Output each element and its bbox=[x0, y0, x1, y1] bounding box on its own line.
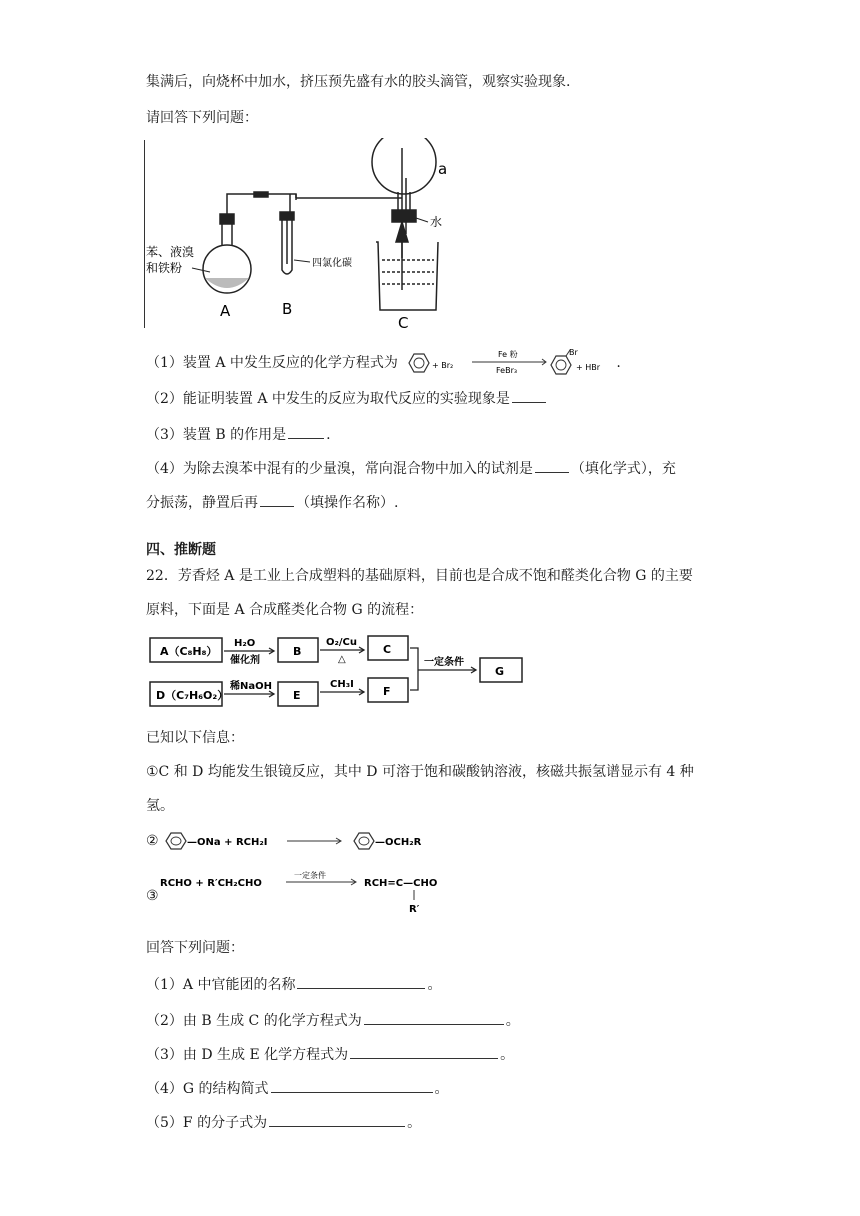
q22-a4-text: （4）G 的结构简式 bbox=[146, 1081, 269, 1097]
q22-a1-text: （1）A 中官能团的名称 bbox=[146, 977, 296, 993]
answer-blank[interactable] bbox=[269, 1112, 405, 1127]
intro-line-1: 集满后，向烧杯中加水，挤压预先盛有水的胶头滴管，观察实验现象. bbox=[146, 74, 571, 90]
q22-a4 bbox=[146, 1078, 449, 1099]
answer-blank[interactable] bbox=[535, 458, 569, 473]
label-C: C bbox=[398, 314, 409, 332]
diagram-frame-line bbox=[144, 140, 145, 328]
q21-3 bbox=[146, 424, 331, 445]
info3-num: ③ bbox=[146, 888, 159, 904]
answer-blank[interactable] bbox=[297, 974, 425, 989]
label-B: B bbox=[282, 300, 293, 318]
q21-4-text-b: （填化学式），充 bbox=[570, 461, 676, 477]
flow-arrow1-bottom: 催化剂 bbox=[230, 655, 260, 666]
info2-reaction bbox=[163, 830, 453, 852]
q21-1 bbox=[146, 348, 621, 378]
q21-1-text: （1）装置 A 中发生反应的化学方程式为 bbox=[146, 355, 398, 371]
eq-hbr: + HBr bbox=[576, 363, 601, 372]
end-mark: 。 bbox=[427, 977, 442, 993]
flow-merge-label: 一定条件 bbox=[424, 657, 464, 668]
answer-blank[interactable] bbox=[364, 1010, 504, 1025]
benzene-ring-right bbox=[551, 356, 571, 374]
flow-arrow3: 稀NaOH bbox=[230, 681, 272, 692]
flow-box-F: F bbox=[383, 685, 391, 698]
q21-1-end: . bbox=[616, 355, 621, 371]
known-info-heading: 已知以下信息： bbox=[146, 730, 244, 746]
q22-stem-2: 原料，下面是 A 合成醛类化合物 G 的流程： bbox=[146, 602, 424, 618]
eq-br2: + Br₂ bbox=[432, 361, 454, 370]
reagent-label-2: 和铁粉 bbox=[146, 261, 183, 275]
flow-arrow2-bottom: △ bbox=[338, 654, 346, 665]
info3-cond: 一定条件 bbox=[294, 871, 326, 880]
info3-right: RCH=C—CHO bbox=[364, 878, 438, 889]
info2-line bbox=[146, 830, 453, 852]
q22-a2 bbox=[146, 1010, 520, 1031]
info3-left: RCHO + R′CH₂CHO bbox=[160, 878, 262, 889]
answer-prompt: 回答下列问题： bbox=[146, 940, 244, 956]
end-mark: 。 bbox=[500, 1047, 515, 1063]
q22-a3 bbox=[146, 1044, 514, 1065]
q21-4b bbox=[146, 492, 398, 513]
flow-arrow4: CH₃I bbox=[330, 679, 354, 690]
eq-cond-bottom: FeBr₃ bbox=[496, 366, 518, 375]
flow-arrow2-top: O₂/Cu bbox=[326, 637, 357, 648]
info2-num: ② bbox=[146, 833, 159, 849]
benzene-ring-left bbox=[409, 354, 429, 372]
apparatus-diagram bbox=[146, 138, 466, 332]
q22-a1 bbox=[146, 974, 441, 995]
flow-box-E: E bbox=[293, 689, 301, 702]
eq-cond-top: Fe 粉 bbox=[498, 350, 519, 359]
info2-right: —OCH₂R bbox=[375, 837, 422, 848]
q22-stem-1: 22．芳香烃 A 是工业上合成塑料的基础原料，目前也是合成不饱和醛类化合物 G 的主要 bbox=[146, 568, 693, 584]
info1-line-1: ①C 和 D 均能发生银镜反应，其中 D 可溶于饱和碳酸钠溶液，核磁共振氢谱显示有 4 种 bbox=[146, 764, 694, 780]
water-label: 水 bbox=[430, 215, 443, 229]
end-mark: 。 bbox=[505, 1013, 520, 1029]
q22-a5-text: （5）F 的分子式为 bbox=[146, 1115, 268, 1131]
section-title: 四、推断题 bbox=[146, 542, 216, 558]
beaker-c bbox=[376, 242, 438, 310]
flow-box-C: C bbox=[383, 643, 392, 656]
ccl4-label: 四氯化碳 bbox=[312, 258, 352, 269]
info1-line-2: 氢。 bbox=[146, 798, 174, 814]
info3-reaction bbox=[160, 870, 480, 918]
flow-arrow1-top: H₂O bbox=[234, 638, 256, 649]
q21-2 bbox=[146, 388, 548, 409]
q21-4-text-a: （4）为除去溴苯中混有的少量溴，常向混合物中加入的试剂是 bbox=[146, 461, 533, 477]
flask-a bbox=[203, 198, 251, 293]
eq-br: Br bbox=[569, 348, 579, 357]
q21-4a bbox=[146, 458, 676, 479]
reagent-label-1: 苯、液溴 bbox=[146, 245, 195, 259]
label-A: A bbox=[220, 302, 231, 320]
label-a: a bbox=[438, 160, 448, 178]
end-mark: 。 bbox=[434, 1081, 449, 1097]
flow-box-A: A（C₈H₈） bbox=[160, 645, 218, 658]
q21-4-text-d: （填操作名称）. bbox=[296, 495, 399, 511]
q21-3-text: （3）装置 B 的作用是 bbox=[146, 427, 287, 443]
answer-blank[interactable] bbox=[512, 388, 546, 403]
q21-2-text: （2）能证明装置 A 中发生的反应为取代反应的实验现象是 bbox=[146, 391, 510, 407]
info2-left: —ONa + RCH₂I bbox=[187, 837, 268, 848]
q21-4-text-c: 分振荡，静置后再 bbox=[146, 495, 258, 511]
end-mark: 。 bbox=[407, 1115, 422, 1131]
benzene-ring bbox=[166, 833, 186, 849]
answer-blank[interactable] bbox=[350, 1044, 498, 1059]
reaction-equation bbox=[404, 348, 616, 378]
synthesis-flowchart bbox=[146, 632, 536, 712]
flow-box-B: B bbox=[293, 645, 302, 658]
info3-sub: R′ bbox=[409, 904, 420, 915]
answer-blank[interactable] bbox=[260, 492, 294, 507]
answer-blank[interactable] bbox=[271, 1078, 433, 1093]
q22-a3-text: （3）由 D 生成 E 化学方程式为 bbox=[146, 1047, 349, 1063]
q21-3-end: . bbox=[326, 427, 331, 443]
flow-box-D: D（C₇H₆O₂） bbox=[156, 689, 229, 702]
benzene-ring bbox=[354, 833, 374, 849]
flow-box-G: G bbox=[495, 665, 505, 678]
intro-line-2: 请回答下列问题： bbox=[146, 110, 258, 126]
q22-a2-text: （2）由 B 生成 C 的化学方程式为 bbox=[146, 1013, 362, 1029]
answer-blank[interactable] bbox=[288, 424, 324, 439]
q22-a5 bbox=[146, 1112, 421, 1133]
